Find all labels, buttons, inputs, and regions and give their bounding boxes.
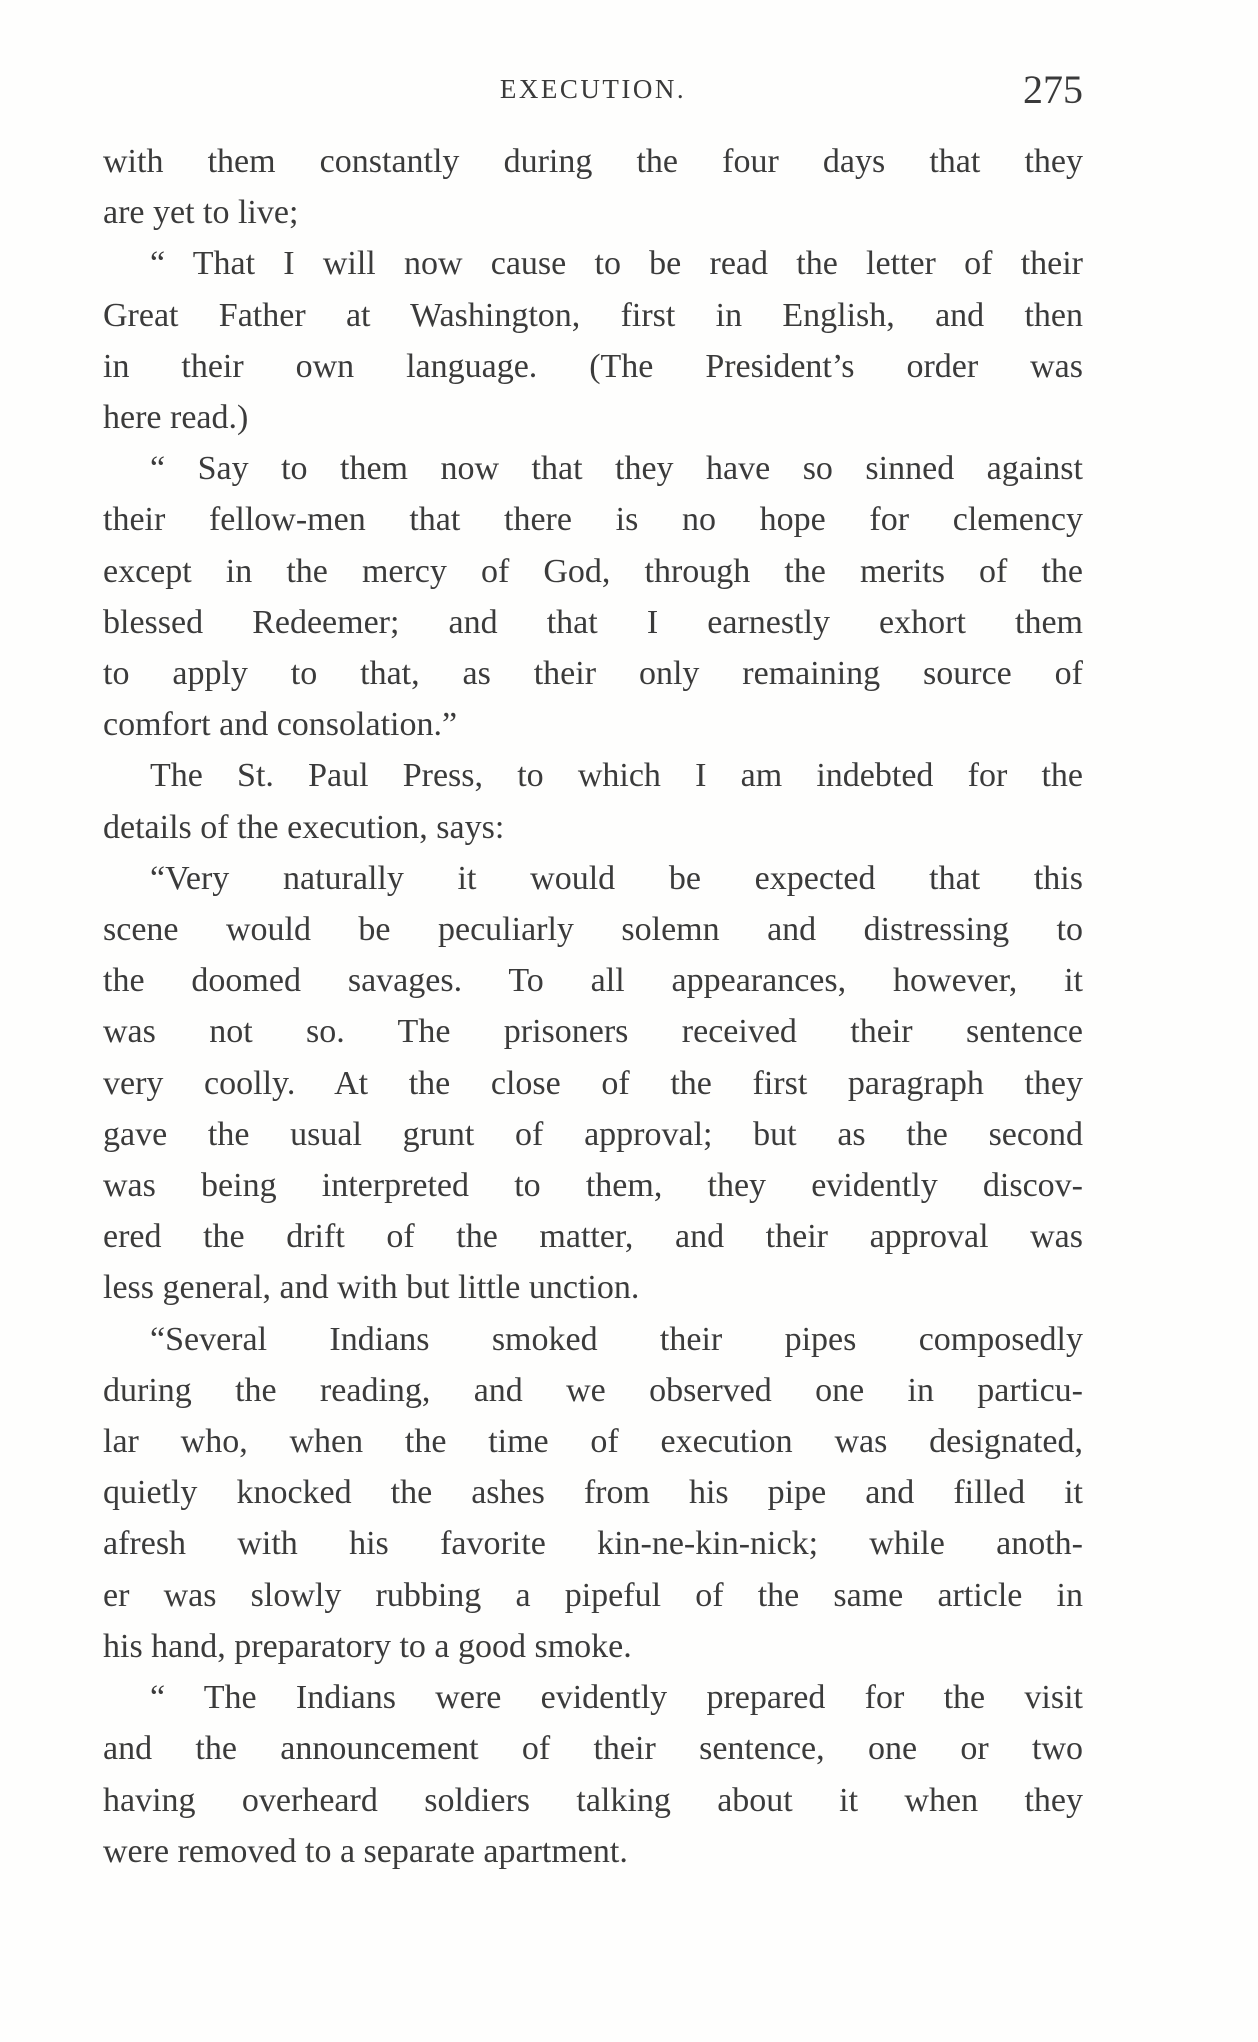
text-line: details of the execution, says: (103, 808, 505, 846)
text-line: with them constantly during the four days that they (103, 143, 1083, 180)
text-line: “ Say to them now that they have so sinned against (150, 450, 1083, 488)
text-line: are yet to live; (103, 194, 299, 232)
text-line: less general, and with but little unction. (103, 1269, 640, 1307)
text-line: “ That I will now cause to be read the letter of their (150, 245, 1083, 283)
text-line: Great Father at Washington, first in English, and then (103, 296, 1083, 334)
text-line: was being interpreted to them, they evidently discov- (103, 1167, 1083, 1205)
text-line: their fellow-men that there is no hope for clemency (103, 501, 1083, 539)
text-line: having overheard soldiers talking about it when they (103, 1781, 1083, 1819)
text-line: “ The Indians were evidently prepared for the visit (150, 1679, 1083, 1717)
text-line: except in the mercy of God, through the merits of the (103, 552, 1083, 590)
text-line: the doomed savages. To all appearances, however, it (103, 962, 1083, 1000)
text-line: The St. Paul Press, to which I am indebted for the (150, 757, 1083, 795)
text-line: was not so. The prisoners received their sentence (103, 1013, 1083, 1051)
text-line: were removed to a separate apartment. (103, 1832, 628, 1870)
text-line: ered the drift of the matter, and their approval was (103, 1218, 1083, 1256)
page-number: 275 (1023, 67, 1083, 112)
text-line: during the reading, and we observed one in particu- (103, 1371, 1083, 1409)
text-line: “Several Indians smoked their pipes composedly (150, 1320, 1083, 1358)
text-line: quietly knocked the ashes from his pipe and filled it (103, 1474, 1083, 1512)
text-line: blessed Redeemer; and that I earnestly exhort them (103, 603, 1083, 641)
text-line: afresh with his favorite kin-ne-kin-nick; while anoth- (103, 1525, 1083, 1563)
text-line: “Very naturally it would be expected that this (150, 859, 1083, 897)
text-line: scene would be peculiarly solemn and distressing to (103, 911, 1083, 949)
text-line: his hand, preparatory to a good smoke. (103, 1627, 632, 1665)
text-line: er was slowly rubbing a pipeful of the same article in (103, 1576, 1083, 1614)
text-line: lar who, when the time of execution was designated, (103, 1423, 1083, 1461)
text-line: here read.) (103, 399, 249, 437)
text-line: very coolly. At the close of the first paragraph they (103, 1064, 1083, 1102)
page-header (103, 66, 1083, 116)
text-line: in their own language. (The President’s order was (103, 347, 1083, 385)
body-text (103, 136, 1083, 1877)
text-line: and the announcement of their sentence, one or two (103, 1730, 1083, 1768)
text-line: gave the usual grunt of approval; but as the second (103, 1115, 1083, 1153)
running-head: EXECUTION. (499, 74, 687, 104)
text-line: to apply to that, as their only remaining source of (103, 655, 1083, 693)
text-line: comfort and consolation.” (103, 706, 458, 744)
